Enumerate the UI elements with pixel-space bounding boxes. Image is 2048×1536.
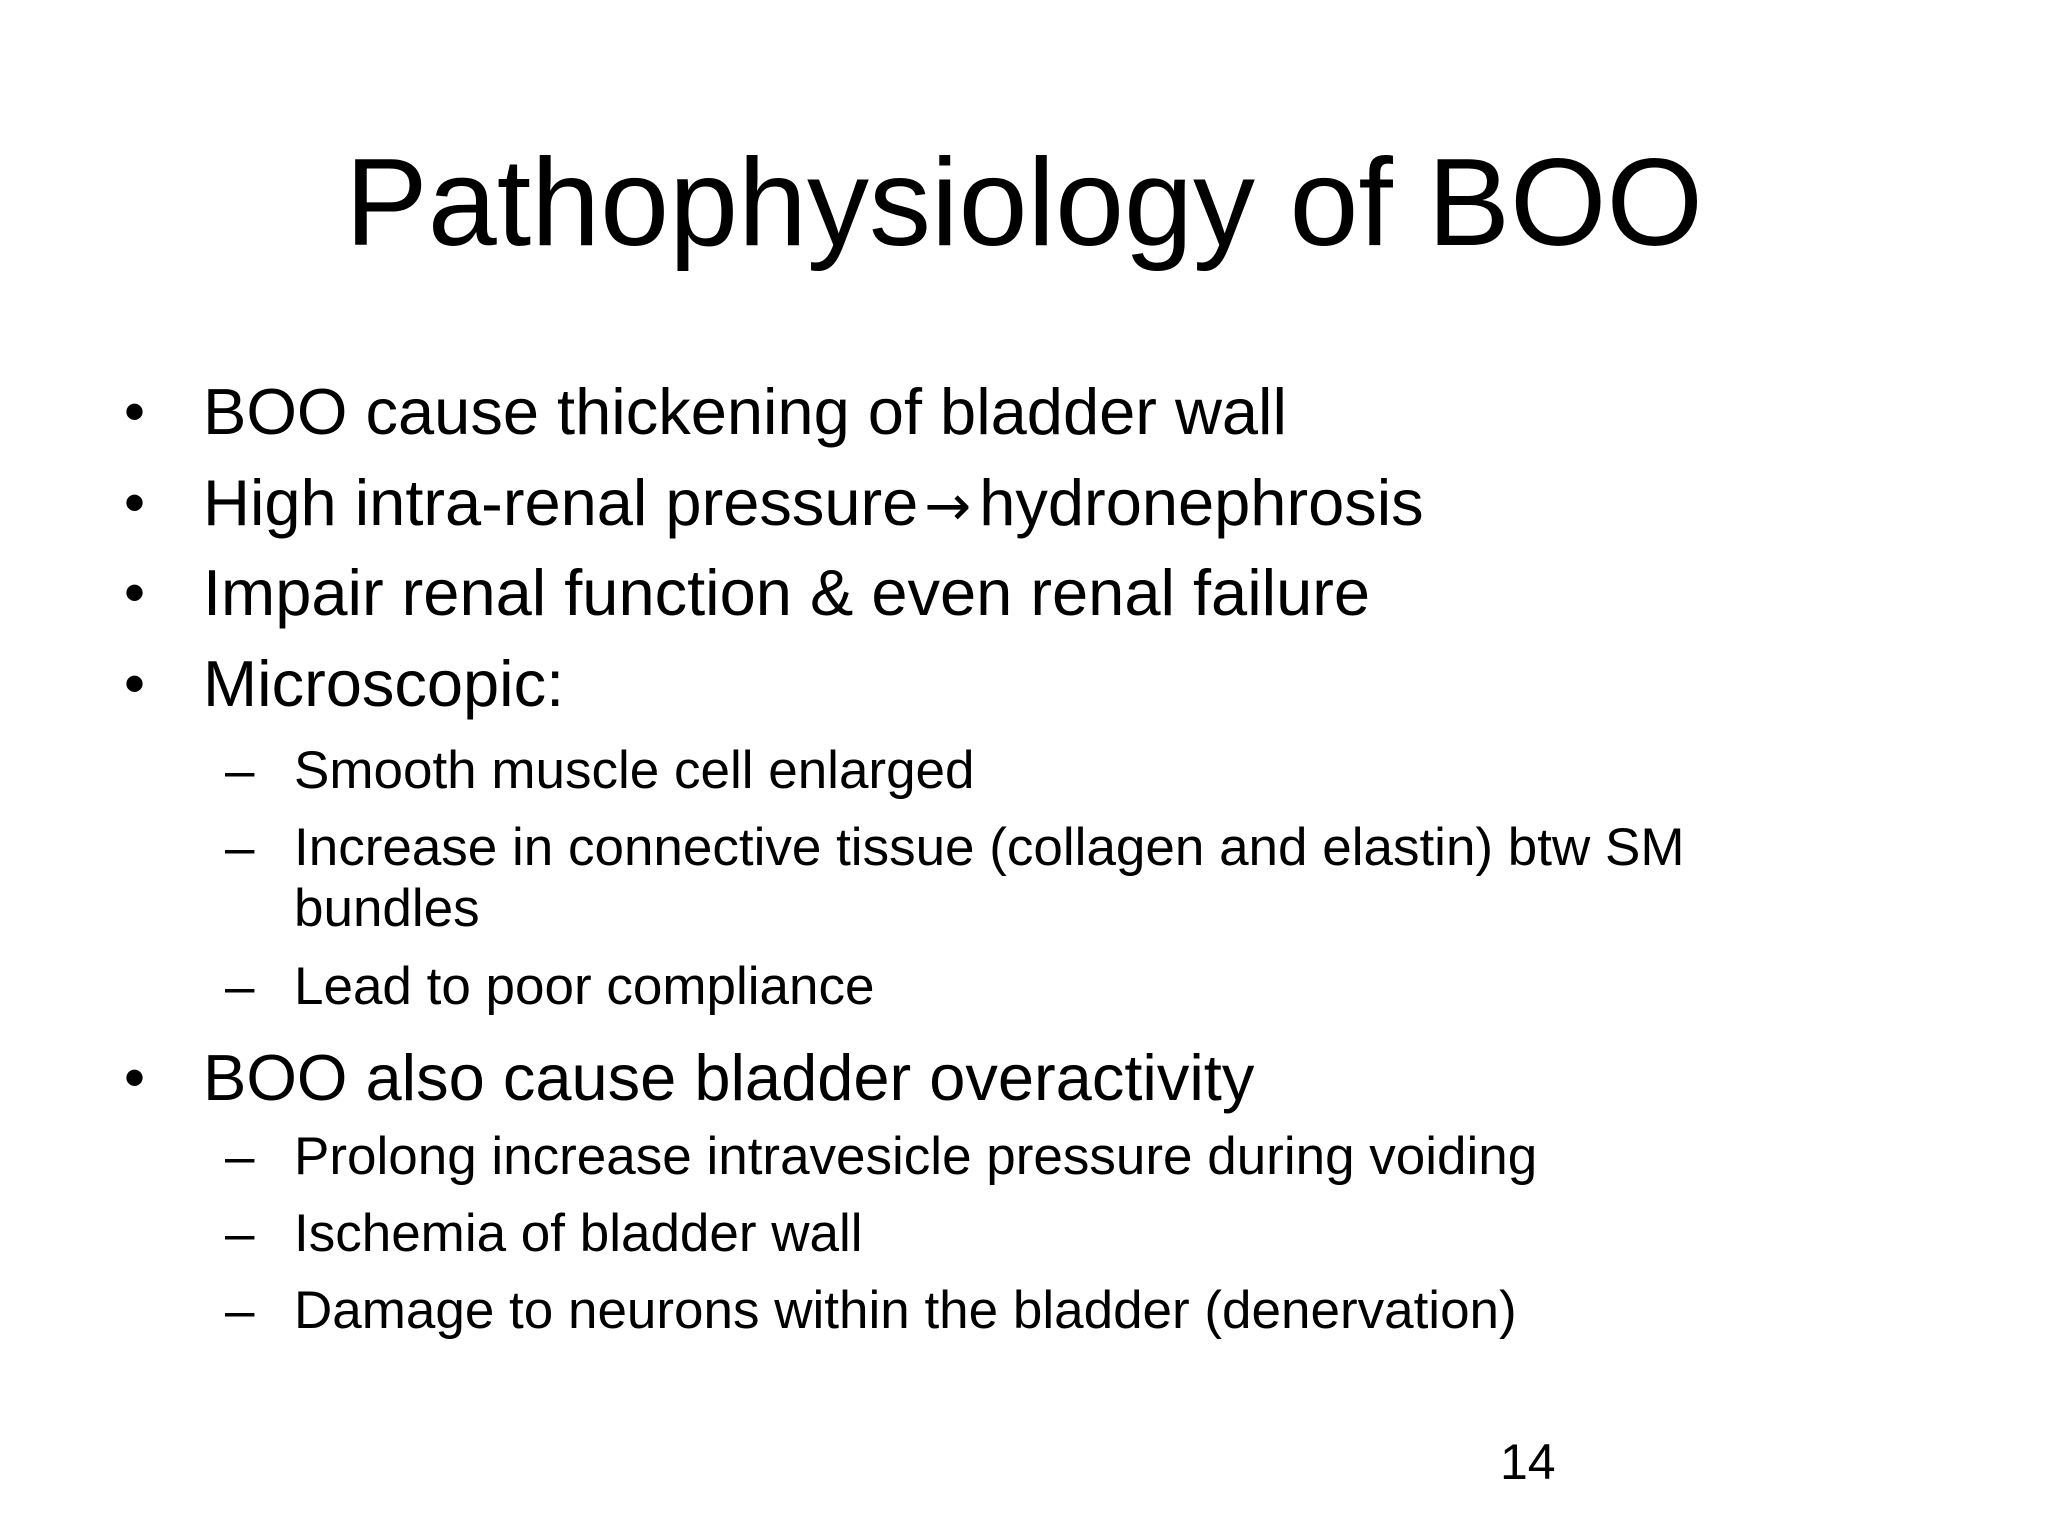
bullet-marker: • xyxy=(124,469,146,536)
sub-bullet-intravesicle-pressure: Prolong increase intravesicle pressure during voiding xyxy=(294,1127,1538,1186)
bullet-pressure-result: hydronephrosis xyxy=(979,466,1424,539)
right-arrow-icon: → xyxy=(924,474,972,539)
sub-bullet-marker: – xyxy=(225,1281,255,1340)
bullet-marker: • xyxy=(124,1044,146,1111)
sub-bullet-marker: – xyxy=(225,1127,255,1186)
bullet-microscopic: Microscopic: xyxy=(203,647,565,720)
sub-bullet-connective-tissue: Increase in connective tissue (collagen and elastin) btw SM xyxy=(294,818,1685,877)
sub-bullet-denervation: Damage to neurons within the bladder (denervation) xyxy=(294,1281,1517,1340)
bullet-pressure xyxy=(203,465,1424,545)
sub-bullet-marker: – xyxy=(225,741,255,800)
bullet-thickening: BOO cause thickening of bladder wall xyxy=(203,375,1287,448)
sub-bullet-connective-tissue-cont: bundles xyxy=(294,879,480,938)
sub-bullet-ischemia: Ischemia of bladder wall xyxy=(294,1204,863,1263)
bullet-marker: • xyxy=(124,378,146,445)
sub-bullet-marker: – xyxy=(225,957,255,1016)
bullet-overactivity: BOO also cause bladder overactivity xyxy=(203,1041,1255,1114)
bullet-pressure-text: High intra-renal pressure xyxy=(203,466,919,539)
sub-bullet-marker: – xyxy=(225,1204,255,1263)
bullet-marker: • xyxy=(124,559,146,626)
sub-bullet-smooth-muscle: Smooth muscle cell enlarged xyxy=(294,741,975,800)
sub-bullet-marker: – xyxy=(225,818,255,877)
bullet-marker: • xyxy=(124,650,146,717)
sub-bullet-poor-compliance: Lead to poor compliance xyxy=(294,957,875,1016)
page-number: 14 xyxy=(1500,1434,1556,1490)
slide-title: Pathophysiology of BOO xyxy=(345,134,1703,272)
bullet-renal-function: Impair renal function & even renal failure xyxy=(203,556,1371,629)
